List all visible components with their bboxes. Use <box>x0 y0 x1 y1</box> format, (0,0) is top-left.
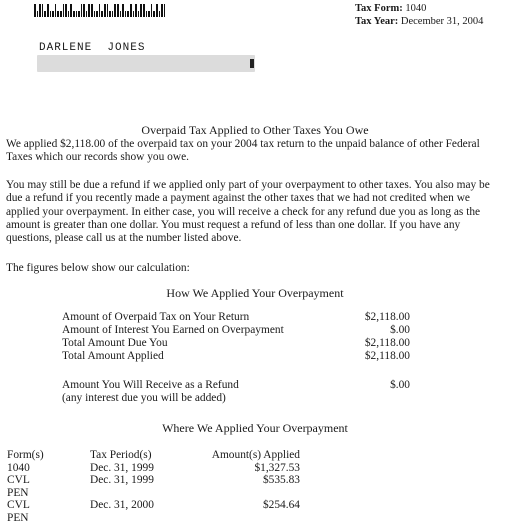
calc-amount-total-applied: $2,118.00 <box>364 350 410 362</box>
barcode-bar <box>156 4 158 17</box>
barcode-bar <box>55 4 57 17</box>
calc-label-interest: Amount of Interest You Earned on Overpayment <box>62 324 284 336</box>
paragraph-applied: We applied $2,118.00 of the overpaid tax on your 2004 tax return to the unpaid balance of other Federal Taxes which our records show you owe. <box>6 138 480 164</box>
form-cell: CVL <box>7 474 30 486</box>
tax-form-line <box>355 2 483 15</box>
period-cell: Dec. 31, 1999 <box>90 461 154 474</box>
tax-form-label: Tax Form: <box>355 3 403 14</box>
tax-form-value: 1040 <box>405 3 427 14</box>
period-cell <box>90 487 154 500</box>
barcode-bar <box>42 4 44 17</box>
barcode-bar <box>125 11 127 17</box>
redacted-address <box>37 55 255 72</box>
notice-title: Overpaid Tax Applied to Other Taxes You Owe <box>141 123 369 137</box>
barcode-bar <box>112 11 114 17</box>
barcode-bar <box>148 11 150 17</box>
barcode-bar <box>65 4 67 17</box>
barcode-bar <box>50 11 52 17</box>
barcode-bar <box>37 11 39 17</box>
barcode-bar <box>143 4 145 17</box>
calc-amount-total-due: $2,118.00 <box>364 337 410 349</box>
barcode-bar <box>39 4 41 17</box>
barcode-bar <box>96 11 98 17</box>
barcode-bar <box>86 11 88 17</box>
amount-cell: $254.64 <box>262 499 300 511</box>
barcode-bar <box>151 4 153 17</box>
paragraph-figures-intro: The figures below show our calculation: <box>6 262 190 274</box>
form-cell: PEN <box>7 511 29 524</box>
barcode-bar <box>153 11 155 17</box>
periods-column-header: Tax Period(s) <box>90 449 152 461</box>
barcode-bar <box>101 11 103 17</box>
forms-column-header: Form(s) <box>7 449 44 461</box>
barcode-bar <box>70 4 72 17</box>
barcode-bar <box>76 11 78 17</box>
barcode-bar <box>117 4 119 17</box>
barcode-bar <box>122 4 124 17</box>
barcode-bar <box>34 4 36 17</box>
barcode-bar <box>109 11 111 17</box>
barcode-bar <box>120 11 122 17</box>
tax-year-label: Tax Year: <box>355 16 399 27</box>
amount-cell: $535.83 <box>262 474 300 486</box>
barcode-bar <box>68 11 70 17</box>
periods-column <box>90 449 154 512</box>
amount-cell: $1,327.53 <box>254 461 300 474</box>
barcode-bar <box>63 4 65 17</box>
tax-year-line <box>355 15 483 28</box>
barcode-bar <box>140 4 142 17</box>
amount-cell <box>205 487 300 500</box>
barcode-bar <box>104 4 106 17</box>
barcode-bar <box>107 4 109 17</box>
barcode-bar <box>91 4 93 17</box>
refund-label: Amount You Will Receive as a Refund <box>62 379 239 391</box>
barcode-bar <box>47 4 49 17</box>
calc-amount-interest: $.00 <box>390 324 410 336</box>
calc-label-total-applied: Total Amount Applied <box>62 350 164 362</box>
barcode-bar <box>57 11 59 17</box>
postal-barcode <box>34 4 165 17</box>
refund-amount: $.00 <box>390 379 410 391</box>
barcode-bar <box>161 4 163 17</box>
refund-note: (any interest due you will be added) <box>62 392 226 404</box>
tax-year-value: December 31, 2004 <box>400 16 484 27</box>
amounts-column <box>205 449 300 512</box>
barcode-bar <box>99 4 101 17</box>
barcode-bar <box>135 4 137 17</box>
redaction-edge-mark <box>250 59 254 68</box>
barcode-bar <box>159 11 161 17</box>
barcode-bar <box>81 4 83 17</box>
period-cell: Dec. 31, 1999 <box>90 474 154 486</box>
barcode-bar <box>44 11 46 17</box>
calculation-heading: How We Applied Your Overpayment <box>166 286 344 300</box>
calc-amount-overpaid: $2,118.00 <box>364 311 410 323</box>
form-cell: 1040 <box>7 461 30 474</box>
barcode-bar <box>73 11 75 17</box>
barcode-bar <box>133 11 135 17</box>
calc-label-overpaid: Amount of Overpaid Tax on Your Return <box>62 311 250 323</box>
barcode-bar <box>127 11 129 17</box>
period-cell: Dec. 31, 2000 <box>90 499 154 511</box>
barcode-bar <box>114 4 116 17</box>
recipient-name: DARLENE JONES <box>39 42 146 54</box>
barcode-bar <box>164 4 166 17</box>
forms-column <box>7 449 44 524</box>
barcode-bar <box>146 11 148 17</box>
barcode-bar <box>60 11 62 17</box>
barcode-bar <box>52 11 54 17</box>
barcode-bar <box>94 11 96 17</box>
tax-info-block <box>355 2 483 28</box>
barcode-bar <box>138 11 140 17</box>
form-cell: CVL <box>7 499 30 511</box>
calc-label-total-due: Total Amount Due You <box>62 337 168 349</box>
applied-heading: Where We Applied Your Overpayment <box>162 421 348 435</box>
form-cell: PEN <box>7 486 29 499</box>
barcode-bar <box>130 4 132 17</box>
amounts-column-header: Amount(s) Applied <box>211 449 300 461</box>
barcode-bar <box>83 4 85 17</box>
barcode-bar <box>78 11 80 17</box>
paragraph-refund-info: You may still be due a refund if we applied only part of your overpayment to other taxes. You also may be due a refund if you recently made a payment against the other taxes that we had not credited when we applied your overpayment. In either case, you will receive a check for any refund due you as long as the amount is greater than one dollar. You must request a refund of less than one dollar. If you have any questions, please call us at the number listed above. <box>6 179 490 245</box>
barcode-bar <box>88 4 90 17</box>
